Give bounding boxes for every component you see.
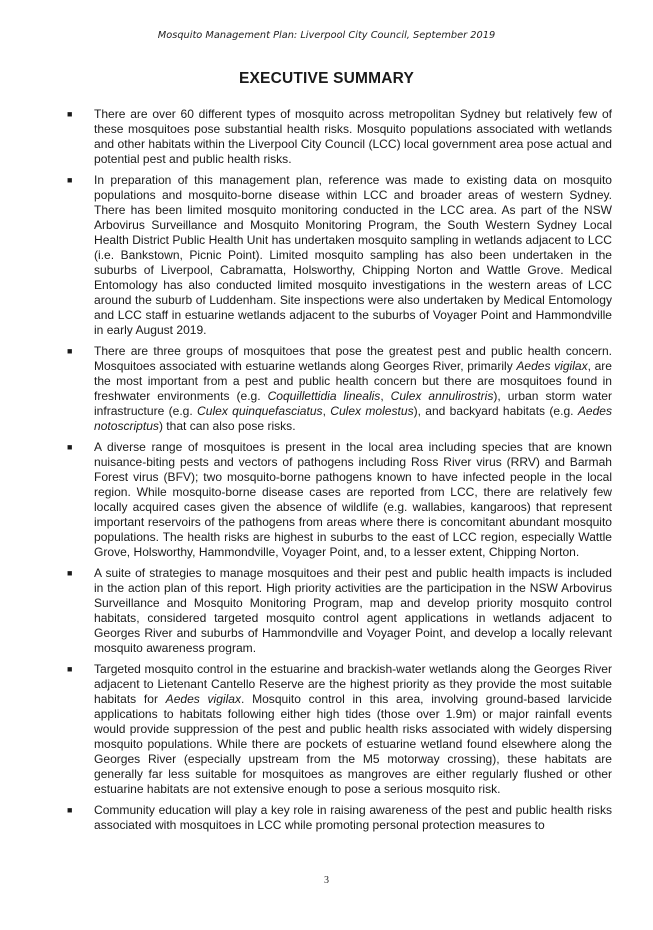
summary-bullet-item <box>64 173 612 338</box>
species-name: Aedes vigilax <box>516 359 588 373</box>
species-name: Aedes vigilax <box>165 692 242 706</box>
paragraph-text: In preparation of this management plan, reference was made to existing data on mosquito populations and mosquito-borne disease within LCC and broader areas of western Sydney. There has been limited mosquito monitoring conducted in the LCC area. As part of the NSW Arbovirus Surveillance and Mosquito Monitoring Program, the South Western Sydney Local Health District Public Health Unit has undertaken mosquito sampling in wetlands adjacent to LCC (i.e. Bankstown, Picnic Point). Limited mosquito sampling has also been undertaken in the suburbs of Liverpool, Cabramatta, Holsworthy, Chipping Norton and Wattle Grove. Medical Entomology has also conducted limited mosquito investigations in the western areas of LCC around the suburb of Luddenham. Site inspections were also undertaken by Medical Entomology and LCC staff in estuarine wetlands adjacent to the suburbs of Voyager Point and Hammondville in early August 2019. <box>94 173 612 337</box>
page-title: EXECUTIVE SUMMARY <box>238 70 415 87</box>
paragraph-text: . Mosquito control in this area, involving ground-based larvicide applications to habitats following either high tides (those over 1.9m) or major rainfall events would provide suppression of the pest and public health risks associated with widely dispersing mosquito populations. While there are pockets of estuarine wetland found elsewhere along the Georges River (especially upstream from the M5 motorway crossing), these habitats are generally far less suitable for mosquitoes as mangroves are either regularly flushed or other estuarine habitats are not extensive enough to pose a serious mosquito risk. <box>94 692 613 796</box>
running-header: Mosquito Management Plan: Liverpool City Council, September 2019 <box>157 30 496 41</box>
species-name: Aedes notoscriptus <box>94 404 612 433</box>
square-bullet-icon: ■ <box>67 175 73 185</box>
square-bullet-icon: ■ <box>67 109 73 119</box>
species-name: Coquillettidia linealis <box>267 389 381 403</box>
paragraph-text: , <box>380 389 391 403</box>
paragraph-text: Targeted mosquito control in the estuarine and brackish-water wetlands along the Georges River adjacent to Lietenant Cantello Reserve are the highest priority as they provide the most suitable habitats for <box>94 662 612 706</box>
summary-bullet-item <box>64 440 612 560</box>
square-bullet-icon: ■ <box>67 568 73 578</box>
square-bullet-icon: ■ <box>67 346 73 356</box>
species-name: Culex quinquefasciatus <box>197 404 323 418</box>
summary-bullet-item <box>64 344 612 434</box>
paragraph-text: ), urban storm water infrastructure (e.g. <box>94 389 613 418</box>
species-name: Culex molestus <box>330 404 414 418</box>
paragraph-text: ), and backyard habitats (e.g. <box>413 404 578 418</box>
summary-bullet-list <box>64 107 612 839</box>
summary-bullet-item <box>64 662 612 797</box>
summary-bullet-item <box>64 107 612 167</box>
paragraph-text: , <box>322 404 331 418</box>
square-bullet-icon: ■ <box>67 664 73 674</box>
summary-bullet-item <box>64 803 612 833</box>
paragraph-text: , are the most important from a pest and public health concern but there are mosquitoes found in freshwater environments (e.g. <box>94 359 612 403</box>
square-bullet-icon: ■ <box>67 442 73 452</box>
paragraph-text: Community education will play a key role in raising awareness of the pest and public health risks associated with mosquitoes in LCC while promoting personal protection measures to <box>94 803 612 832</box>
paragraph-text: A diverse range of mosquitoes is present in the local area including species that are known nuisance-biting pests and vectors of pathogens including Ross River virus (RRV) and Barmah Forest virus (BFV); two mosquito-borne pathogens known to have infected people in the local region. While mosquito-borne disease cases are reported from LCC, there are relatively few locally acquired cases given the absence of wildlife (e.g. wallabies, kangaroos) that represent important reservoirs of the pathogens from areas where there is concomitant abundant mosquito populations. The health risks are highest in suburbs to the east of LCC region, especially Wattle Grove, Holsworthy, Hammondville, Voyager Point, and, to a lesser extent, Chipping Norton. <box>94 440 612 559</box>
paragraph-text: ) that can also pose risks. <box>158 419 296 433</box>
paragraph-text: A suite of strategies to manage mosquitoes and their pest and public health impacts is included in the action plan of this report. High priority activities are the participation in the NSW Arbovirus Surveillance and Mosquito Monitoring Program, map and develop priority mosquito control habitats, considered targeted mosquito control agent applications in wetlands adjacent to Georges River and suburbs of Hammondville and Voyager Point, and develop a locally relevant mosquito awareness program. <box>94 566 612 655</box>
species-name: Culex annulirostris <box>390 389 494 403</box>
paragraph-text: There are over 60 different types of mosquito across metropolitan Sydney but relatively few of these mosquitoes pose substantial health risks. Mosquito populations associated with wetlands and other habitats within the Liverpool City Council (LCC) local government area pose actual and potential pest and public health risks. <box>94 107 612 166</box>
page-number: 3 <box>324 875 329 886</box>
paragraph-text: There are three groups of mosquitoes that pose the greatest pest and public health concern. Mosquitoes associated with estuarine wetlands along Georges River, primarily <box>94 344 612 373</box>
summary-bullet-item <box>64 566 612 656</box>
square-bullet-icon: ■ <box>67 805 73 815</box>
